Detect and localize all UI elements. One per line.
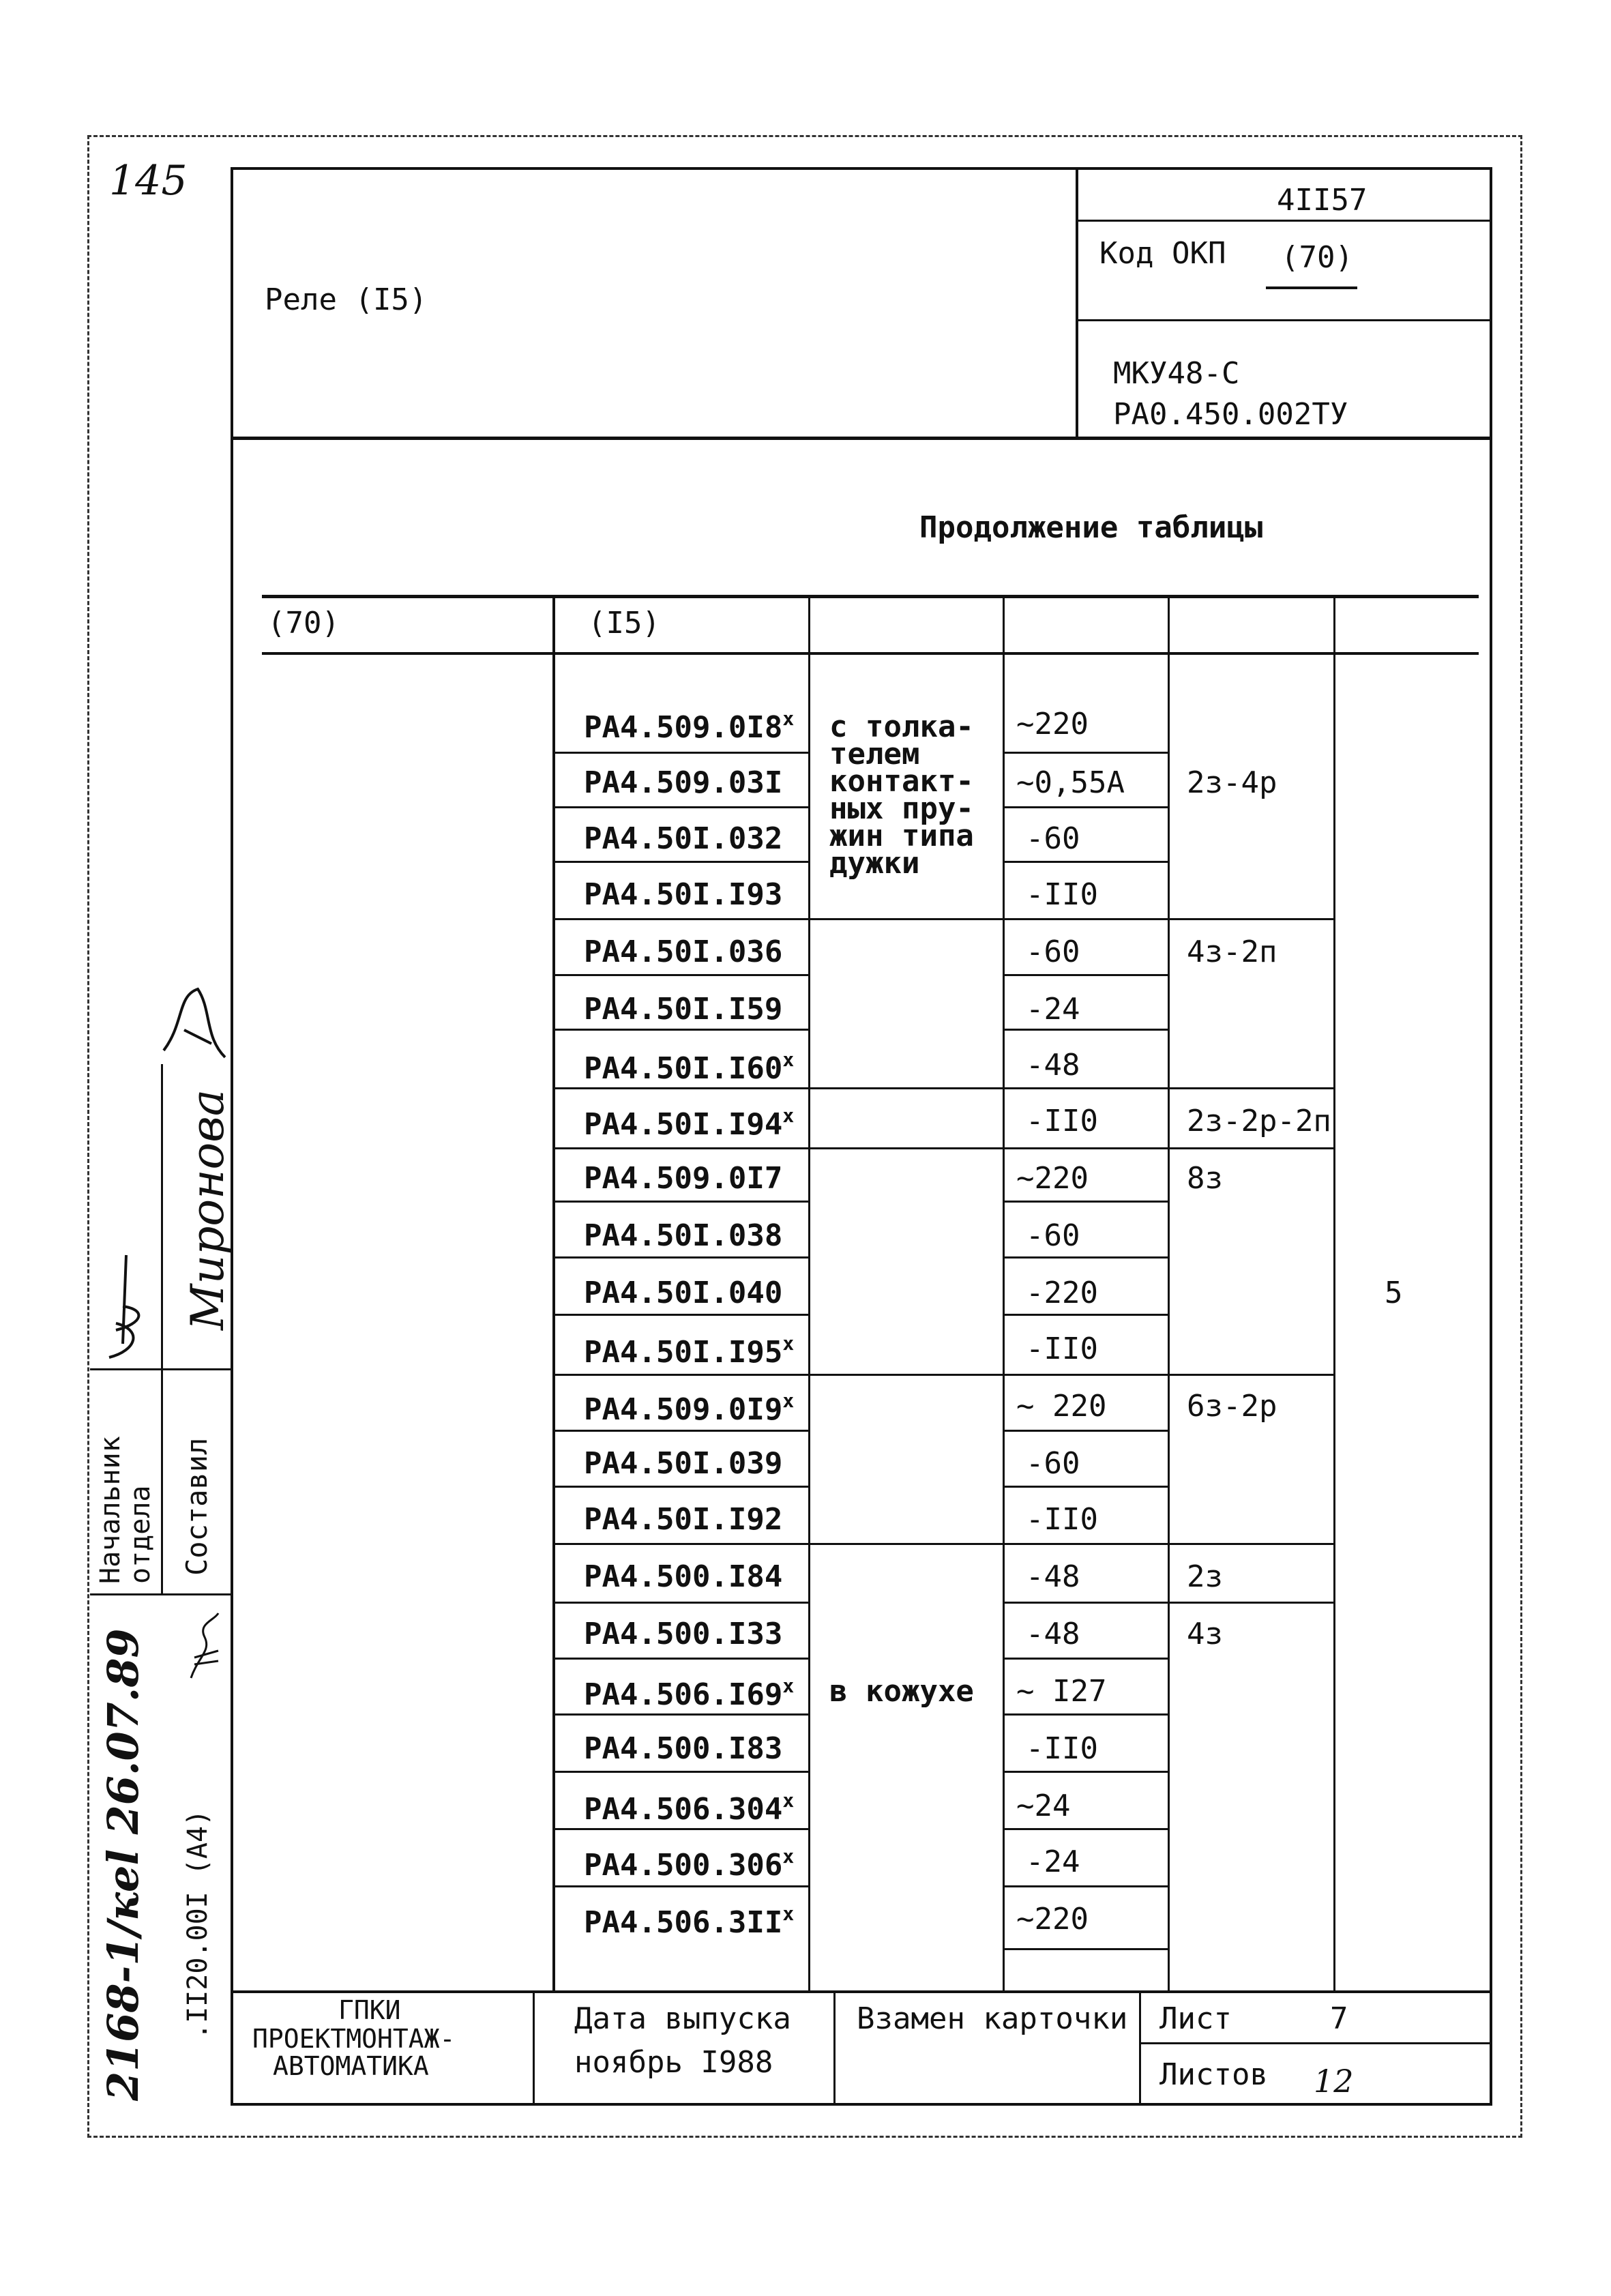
code-cell: РА4.50I.I93 bbox=[584, 877, 783, 912]
code-cell: РА4.50I.I92 bbox=[584, 1502, 783, 1537]
voltage-cell: -48 bbox=[1026, 1559, 1080, 1594]
chief-label: Начальник отдела bbox=[95, 1436, 156, 1584]
voltage-cell: -II0 bbox=[1026, 1104, 1098, 1138]
author-signature: Миронова bbox=[181, 1089, 234, 1330]
voltage-cell: ∼0,55А bbox=[1016, 765, 1125, 800]
last-column-value: 5 bbox=[1385, 1276, 1403, 1310]
contacts-cell: 4з-2п bbox=[1187, 934, 1277, 969]
org-line-2: ПРОЕКТМОНТАЖ- bbox=[252, 2024, 456, 2054]
voltage-cell: -24 bbox=[1026, 1844, 1080, 1879]
code-cell: РА4.509.03I bbox=[584, 765, 783, 800]
group-description-casing: в кожухе bbox=[829, 1674, 974, 1709]
code-cell: РА4.50I.038 bbox=[584, 1218, 783, 1253]
code-cell: РА4.50I.032 bbox=[584, 821, 783, 856]
page-mark: 145 bbox=[109, 157, 188, 205]
okp-label: Код ОКП bbox=[1099, 236, 1226, 271]
code-cell: РА4.500.306$^x$ bbox=[584, 1845, 795, 1883]
spec-line-2: РА0.450.002ТУ bbox=[1113, 397, 1348, 432]
author-label: Составил bbox=[180, 1437, 213, 1576]
code-cell: РА4.509.0I7 bbox=[584, 1161, 783, 1196]
voltage-cell: ∼220 bbox=[1016, 1161, 1089, 1196]
footer-top-rule bbox=[231, 1990, 1492, 1993]
code-cell: РА4.500.I33 bbox=[584, 1617, 783, 1651]
code-cell: РА4.50I.039 bbox=[584, 1446, 783, 1481]
code-cell: РА4.509.0I9$^x$ bbox=[584, 1389, 795, 1427]
table-header-rule bbox=[262, 652, 1479, 655]
table-top-rule bbox=[262, 595, 1479, 598]
sheet-label: Лист bbox=[1159, 2001, 1232, 2036]
code-cell: РА4.509.0I8$^x$ bbox=[584, 707, 795, 745]
contacts-cell: 4з bbox=[1187, 1617, 1223, 1651]
table-caption: Продолжение таблицы bbox=[919, 510, 1263, 545]
sheet-value: 7 bbox=[1330, 2001, 1348, 2036]
org-line-3: АВТОМАТИКА bbox=[273, 2051, 429, 2081]
col1-header: (70) bbox=[267, 606, 340, 641]
document-number: 2168-1/кеl 26.07.89 bbox=[98, 1628, 148, 2101]
org-line-1: ГПКИ bbox=[338, 1995, 401, 2025]
contacts-cell: 8з bbox=[1187, 1161, 1223, 1196]
code-cell: РА4.50I.I59 bbox=[584, 992, 783, 1027]
contacts-cell: 2з-2р-2п bbox=[1187, 1104, 1331, 1138]
contacts-cell: 2з bbox=[1187, 1559, 1223, 1594]
code-cell: РА4.50I.I94$^x$ bbox=[584, 1104, 795, 1142]
voltage-cell: -220 bbox=[1026, 1276, 1098, 1310]
sheets-label: Листов bbox=[1159, 2057, 1268, 2092]
contacts-cell: 2з-4р bbox=[1187, 765, 1277, 800]
voltage-cell: -48 bbox=[1026, 1048, 1080, 1083]
voltage-cell: -II0 bbox=[1026, 877, 1098, 912]
voltage-cell: -II0 bbox=[1026, 1331, 1098, 1366]
spec-line-1: МКУ48-С bbox=[1113, 356, 1240, 391]
voltage-cell: -24 bbox=[1026, 992, 1080, 1027]
voltage-cell: -60 bbox=[1026, 1218, 1080, 1253]
code-cell: РА4.50I.036 bbox=[584, 934, 783, 969]
voltage-cell: ∼220 bbox=[1016, 707, 1089, 741]
okp-value: (70) bbox=[1281, 240, 1353, 275]
sheets-value: 12 bbox=[1314, 2063, 1354, 2100]
voltage-cell: ∼220 bbox=[1016, 1902, 1089, 1937]
code-cell: РА4.500.I84 bbox=[584, 1559, 783, 1594]
code-cell: РА4.50I.I95$^x$ bbox=[584, 1332, 795, 1370]
code-cell: $РА4.506.3II^x$ bbox=[584, 1902, 795, 1940]
replace-card-label: Взамен карточки bbox=[857, 2001, 1128, 2036]
header-divider-v bbox=[1076, 167, 1078, 439]
code-cell: РА4.500.I83 bbox=[584, 1731, 783, 1766]
card-number: 4II57 bbox=[1277, 183, 1368, 218]
voltage-cell: ∼24 bbox=[1016, 1789, 1071, 1823]
voltage-cell: ∼ I27 bbox=[1016, 1674, 1107, 1709]
product-name: Реле (I5) bbox=[265, 282, 428, 317]
code-cell: РА4.506.304$^x$ bbox=[584, 1789, 795, 1827]
form-code: .II20.00I (А4) bbox=[182, 1809, 213, 2040]
code-cell: РА4.506.I69$^x$ bbox=[584, 1675, 795, 1712]
code-cell: РА4.50I.I60$^x$ bbox=[584, 1048, 795, 1086]
col2-header: (I5) bbox=[588, 606, 660, 641]
voltage-cell: -II0 bbox=[1026, 1731, 1098, 1766]
voltage-cell: -60 bbox=[1026, 934, 1080, 969]
issue-date-value: ноябрь I988 bbox=[574, 2045, 773, 2080]
voltage-cell: -48 bbox=[1026, 1617, 1080, 1651]
signature-mark bbox=[184, 1610, 225, 1685]
signature-mark bbox=[157, 982, 232, 1064]
issue-date-label: Дата выпуска bbox=[574, 2001, 791, 2036]
voltage-cell: -60 bbox=[1026, 1446, 1080, 1481]
voltage-cell: -60 bbox=[1026, 821, 1080, 856]
signature-mark bbox=[95, 1241, 164, 1364]
contacts-cell: 6з-2р bbox=[1187, 1389, 1277, 1424]
header-divider-h bbox=[231, 437, 1492, 440]
voltage-cell: ∼ 220 bbox=[1016, 1389, 1107, 1424]
code-cell: РА4.50I.040 bbox=[584, 1276, 783, 1310]
voltage-cell: -II0 bbox=[1026, 1502, 1098, 1537]
